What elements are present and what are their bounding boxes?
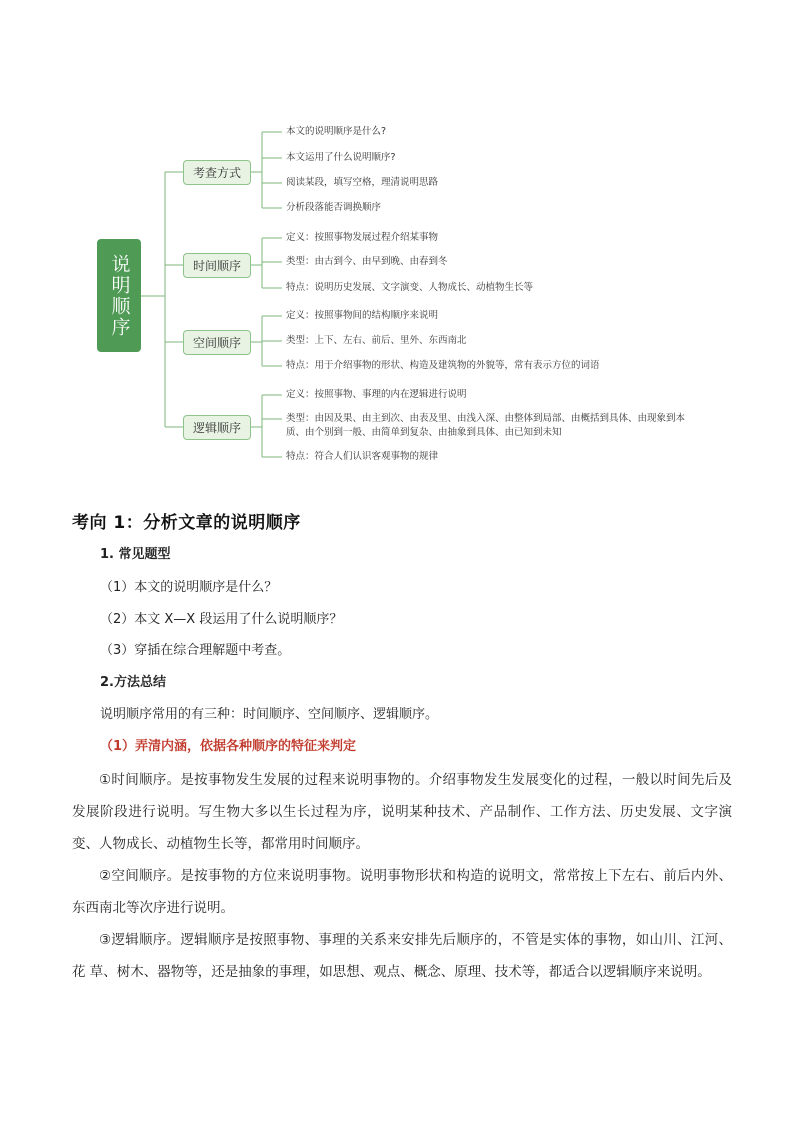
branch-logic-order: 逻辑顺序	[183, 415, 251, 440]
leaf: 本文的说明顺序是什么?	[286, 126, 387, 137]
leaf: 分析段落能否调换顺序	[286, 202, 382, 213]
branch-time-order: 时间顺序	[183, 253, 251, 278]
leaf: 定义：按照事物间的结构顺序来说明	[286, 310, 439, 321]
heading-common-types: 1. 常见题型	[100, 547, 171, 562]
subheading-red: （1）弄清内涵，依据各种顺序的特征来判定	[100, 739, 357, 754]
section-title: 考向 1：分析文章的说明顺序	[72, 513, 301, 533]
heading-method-summary: 2.方法总结	[100, 675, 166, 690]
intro-text: 说明顺序常用的有三种：时间顺序、空间顺序、逻辑顺序。	[100, 707, 439, 722]
leaf: 特点：用于介绍事物的形状、构造及建筑物的外貌等，常有表示方位的词语	[286, 360, 600, 371]
leaf: 定义：按照事物、事理的内在逻辑进行说明	[286, 389, 467, 400]
branch-exam-methods: 考查方式	[183, 160, 251, 185]
mindmap-root: 说明顺序	[97, 239, 141, 352]
leaf: 类型：上下、左右、前后、里外、东西南北	[286, 335, 467, 346]
paragraph-time-order: ①时间顺序。是按事物发生发展的过程来说明事物的。介绍事物发生发展变化的过程，一般以时间先后及发展阶段进行说明。写生物大多以生长过程为序，说明某种技术、产品制作、工作方法、历史发展、文字演变、人物成长、动植物生长等，都常用时间顺序。	[72, 772, 732, 852]
leaf: 类型：由因及果、由主到次、由表及里、由浅入深、由整体到局部、由概括到具体、由现象到本质、由个别到一般、由简单到复杂、由抽象到具体、由已知到未知	[286, 413, 686, 438]
leaf: 定义：按照事物发展过程介绍某事物	[286, 232, 439, 243]
leaf: 类型：由古到今、由早到晚、由春到冬	[286, 256, 448, 267]
question-3: （3）穿插在综合理解题中考查。	[100, 643, 291, 658]
leaf: 特点：符合人们认识客观事物的规律	[286, 451, 439, 462]
paragraph-logic-order: ③逻辑顺序。逻辑顺序是按照事物、事理的关系来安排先后顺序的，不管是实体的事物，如山川、江河、花 草、树木、器物等，还是抽象的事理，如思想、观点、概念、原理、技术等，都适合以逻辑顺序来说明。	[72, 932, 732, 980]
leaf: 本文运用了什么说明顺序?	[286, 152, 396, 163]
mind-map	[0, 0, 794, 480]
branch-space-order: 空间顺序	[183, 330, 251, 355]
question-1: （1）本文的说明顺序是什么？	[100, 580, 278, 595]
leaf: 特点：说明历史发展、文字演变、人物成长、动植物生长等	[286, 282, 534, 293]
leaf: 阅读某段，填写空格，理清说明思路	[286, 177, 439, 188]
paragraph-space-order: ②空间顺序。是按事物的方位来说明事物。说明事物形状和构造的说明文，常常按上下左右、前后内外、东西南北等次序进行说明。	[72, 868, 732, 916]
question-2: （2）本文 X—X 段运用了什么说明顺序？	[100, 612, 343, 627]
